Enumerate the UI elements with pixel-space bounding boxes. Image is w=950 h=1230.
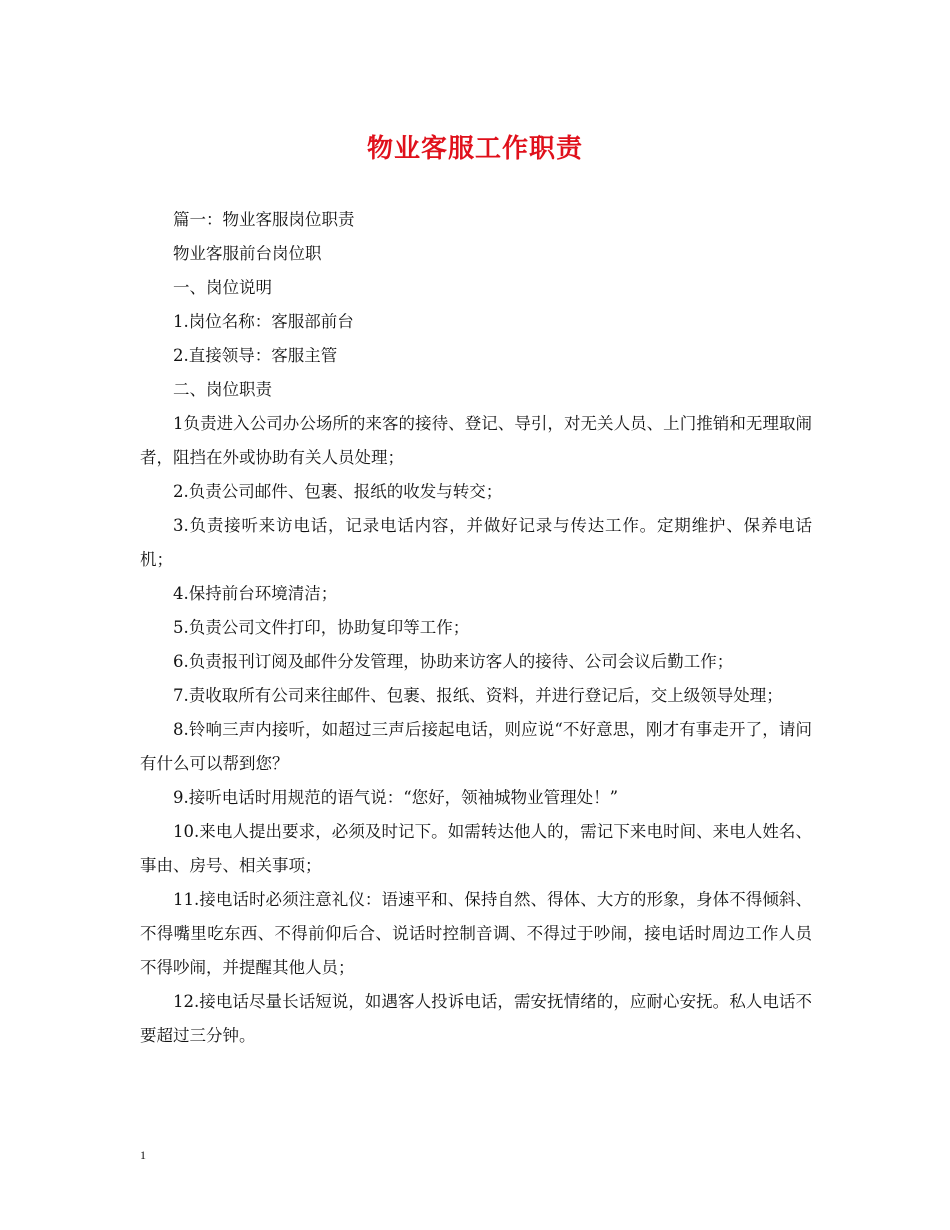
list-item: 11.接电话时必须注意礼仪：语速平和、保持自然、得体、大方的形象，身体不得倾斜、不得嘴里吃东西、不得前仰后合、说话时控制音调、不得过于吵闹，接电话时周边工作人员不得吵闹，并提醒其他人员；: [140, 890, 812, 977]
document-body: [140, 203, 812, 1053]
list-item: 7.责收取所有公司来往邮件、包裹、报纸、资料，并进行登记后，交上级领导处理；: [173, 686, 783, 705]
list-item: 1负责进入公司办公场所的来客的接待、登记、导引，对无关人员、上门推销和无理取闹者，阻挡在外或协助有关人员处理；: [140, 414, 812, 467]
list-item: 2.负责公司邮件、包裹、报纸的收发与转交；: [173, 482, 503, 501]
section-heading: 一、岗位说明: [173, 278, 272, 297]
subsection-heading: 物业客服前台岗位职: [173, 244, 322, 263]
list-item: 3.负责接听来访电话，记录电话内容，并做好记录与传达工作。定期维护、保养电话机；: [140, 516, 812, 569]
list-item: 8.铃响三声内接听，如超过三声后接起电话，则应说“不好意思，刚才有事走开了，请问有什么可以帮到您？: [140, 720, 812, 773]
page-title: 物业客服工作职责: [366, 134, 583, 164]
list-item: 6.负责报刊订阅及邮件分发管理，协助来访客人的接待、公司会议后勤工作；: [173, 652, 734, 671]
list-item: 12.接电话尽量长话短说，如遇客人投诉电话，需安抚情绪的，应耐心安抚。私人电话不要超过三分钟。: [140, 992, 812, 1045]
list-item: 1.岗位名称：客服部前台: [173, 312, 354, 331]
section-heading: 篇一：物业客服岗位职责: [173, 210, 355, 229]
list-item: 5.负责公司文件打印，协助复印等工作；: [173, 618, 470, 637]
list-item: 4.保持前台环境清洁；: [173, 584, 338, 603]
page-number: 1: [140, 1148, 146, 1162]
list-item: 9.接听电话时用规范的语气说：“您好，领袖城物业管理处！”: [173, 788, 619, 807]
list-item: 10.来电人提出要求，必须及时记下。如需转达他人的，需记下来电时间、来电人姓名、事由、房号、相关事项；: [140, 822, 812, 875]
section-heading: 二、岗位职责: [173, 380, 272, 399]
list-item: 2.直接领导：客服主管: [173, 346, 338, 365]
